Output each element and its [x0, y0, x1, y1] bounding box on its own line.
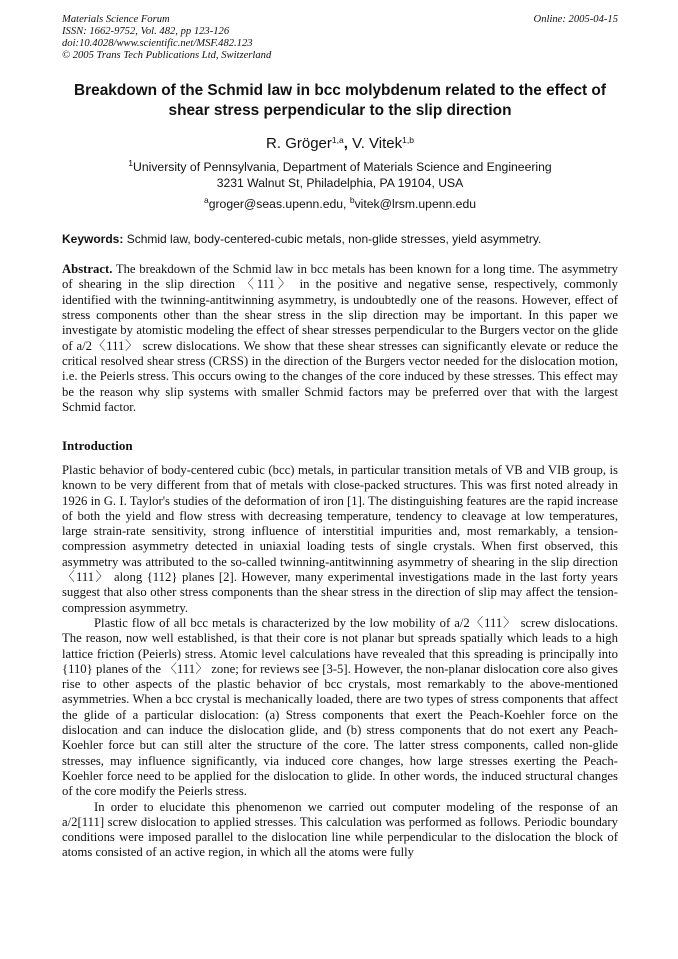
doi-line: doi:10.4028/www.scientific.net/MSF.482.123: [62, 38, 253, 49]
email-link[interactable]: vitek@lrsm.upenn.edu: [354, 197, 477, 211]
keywords-label: Keywords:: [62, 232, 124, 246]
affiliation-text: University of Pennsylvania, Department of Materials Science and Engineering: [133, 160, 552, 174]
keywords: [62, 232, 622, 247]
email-superscript: a: [203, 195, 209, 205]
section-heading: Introduction: [62, 438, 133, 453]
author-emails: [60, 193, 620, 212]
email-superscript: b: [349, 195, 355, 205]
affiliation-line: [60, 156, 620, 176]
affiliation-address: 3231 Walnut St, Philadelphia, PA 19104, USA: [216, 175, 464, 190]
paper-title: Breakdown of the Schmid law in bcc molybdenum related to the effect of shear stress perpendicular to the slip direction: [74, 82, 606, 119]
copyright-line: © 2005 Trans Tech Publications Ltd, Switzerland: [62, 50, 272, 61]
paragraph: Plastic behavior of body-centered cubic (bcc) metals, in particular transition metals of VB and VIB group, is known to be very different from that of metals with close-packed structures. This was first noted already in 1926 in G. I. Taylor's studies of the deformation of iron [1]. The distinguishing features are the rapid increase of both the yield and flow stress with decreasing temperature, tendency to cleavage at low temperatures, large strain-rate sensitivity, strong influence of interstitial impurities and, most remarkably, a tension-compression asymmetry detected in uniaxial loading tests of single crystals. When first observed, this asymmetry was attributed to the so-called twinning-antitwinning asymmetry of shearing in the slip direction 〈111〉 along {112} planes [2]. However, many experimental investigations made in the last forty years suggest that also other stress components than the shear stress in the direction of slip may affect the tension-compression asymmetry.: [62, 463, 618, 615]
email-link[interactable]: groger@seas.upenn.edu,: [208, 197, 350, 211]
introduction-body: [62, 463, 618, 861]
author-superscript: 1,a: [331, 135, 344, 145]
abstract-label: Abstract.: [62, 262, 113, 276]
issn-line: ISSN: 1662-9752, Vol. 482, pp 123-126: [62, 26, 230, 37]
journal-name: Materials Science Forum: [62, 14, 170, 25]
paragraph: Plastic flow of all bcc metals is characterized by the low mobility of a/2〈111〉 screw dislocations. The reason, now well established, is that their core is not planar but spreads spatially which leads to a high lattice friction (Peierls) stress. Atomic level calculations have revealed that this spreading is principally into {110} planes of the 〈111〉 zone; for reviews see [3-5]. However, the non-planar dislocation core also gives rise to other aspects of the plastic behavior of bcc crystals, most remarkably to the above-mentioned asymmetries. When a bcc crystal is mechanically loaded, there are two types of stress components that affect the glide of a particular dislocation: (a) Stress components that exert the Peach-Koehler force on the dislocation and can induce the dislocation glide, and (b) stress components that do not exert any Peach-Koehler force but can still alter the structure of the core. The latter stress components, called non-glide stresses, may influence significantly, via induced core changes, how large stresses exerting the Peach-Koehler force need to be applied for the dislocation to glide. In other words, the induced structural changes of the core modify the Peierls stress.: [62, 615, 618, 799]
author-separator: ,: [343, 135, 353, 152]
author-name: V. Vitek: [352, 135, 403, 152]
author-list: [60, 131, 620, 153]
abstract: [62, 262, 618, 415]
keywords-text: Schmid law, body-centered-cubic metals, non-glide stresses, yield asymmetry.: [123, 232, 542, 246]
author-name: R. Gröger: [266, 135, 332, 152]
paragraph: In order to elucidate this phenomenon we carried out computer modeling of the response of an a/2[111] screw dislocation to applied stresses. This calculation was performed as follows. Periodic boundary conditions were imposed parallel to the dislocation line while perpendicular to the dislocation the block of atoms consisted of an active region, in which all the atoms were fully: [62, 799, 618, 860]
online-date: Online: 2005-04-15: [533, 14, 618, 25]
affiliation-superscript: 1: [128, 158, 134, 168]
author-superscript: 1,b: [402, 135, 414, 145]
journal-header: [62, 14, 618, 62]
affiliation: [60, 156, 620, 191]
abstract-text: The breakdown of the Schmid law in bcc metals has been known for a long time. The asymmetry of shearing in the slip direction 〈111〉 in the positive and negative sense, respectively, commonly identified with the twinning-antitwinning asymmetry, is undoubtedly one of the reasons. However, effect of stress components other than the shear stress in the slip direction may be important. In this paper we investigate by atomistic modeling the effect of shear stresses perpendicular to the Burgers vector on the glide of a/2〈111〉 screw dislocations. We show that these shear stresses can significantly elevate or reduce the critical resolved shear stress (CRSS) in the direction of the Burgers vector needed for the dislocation motion, i.e. the Peierls stress. This occurs owing to the changes of the core induced by these stresses. This effect may be the reason why slip systems with smaller Schmid factors may be preferred over that with the largest Schmid factor.: [62, 262, 618, 415]
